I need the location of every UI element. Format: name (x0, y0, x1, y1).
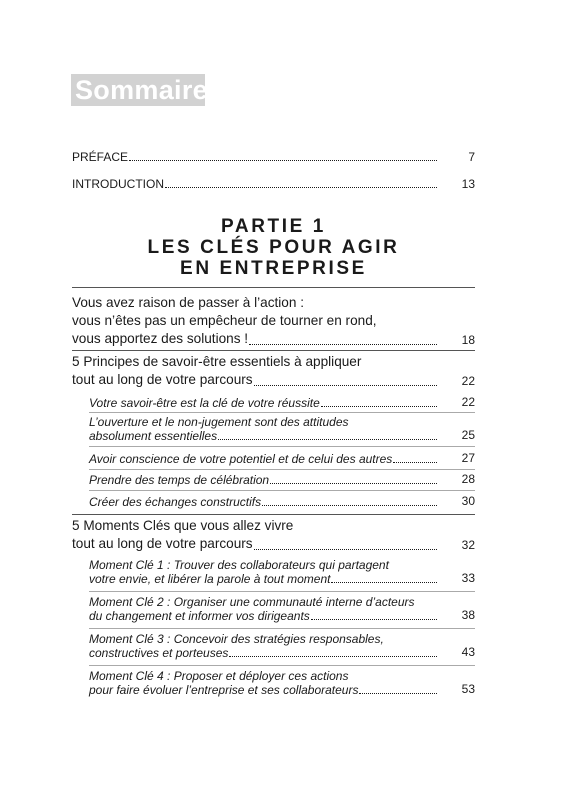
dot-leader (165, 186, 437, 188)
toc-page-number: 28 (461, 472, 475, 486)
toc-page-number: 25 (461, 428, 475, 442)
dot-leader (270, 482, 437, 484)
toc-entry-text: 5 Moments Clés que vous allez vivre (72, 518, 294, 533)
dot-leader (218, 438, 437, 440)
section-divider (72, 514, 475, 515)
toc-entry-text: vous n’êtes pas un empêcheur de tourner en rond, (72, 313, 377, 328)
toc-subentry[interactable] (89, 415, 475, 443)
toc-subentry[interactable] (89, 395, 475, 410)
toc-entry-text: tout au long de votre parcours (72, 372, 253, 387)
toc-subentry[interactable] (89, 494, 475, 509)
toc-entry-preface[interactable] (72, 150, 475, 164)
subentry-divider (89, 665, 475, 666)
dot-leader (249, 343, 437, 345)
dot-leader (229, 655, 437, 657)
subentry-divider (89, 446, 475, 447)
toc-page-number: 7 (468, 150, 475, 164)
toc-entry-text: tout au long de votre parcours (72, 536, 253, 551)
toc-subentry-text: L’ouverture et le non-jugement sont des attitudes (89, 415, 349, 429)
toc-subentry[interactable] (89, 595, 475, 623)
dot-leader (311, 618, 437, 620)
toc-entry-section[interactable] (72, 294, 475, 348)
section-divider (72, 287, 475, 288)
toc-entry-label: PRÉFACE (72, 150, 129, 164)
toc-subentry[interactable] (89, 472, 475, 487)
toc-subentry-text: Moment Clé 2 : Organiser une communauté interne d’acteurs (89, 595, 415, 609)
toc-page-number: 53 (461, 682, 475, 696)
toc-page-number: 38 (461, 608, 475, 622)
part-heading-line: LES CLÉS POUR AGIR (147, 237, 400, 258)
dot-leader (393, 461, 437, 463)
toc-subentry-text: Moment Clé 3 : Concevoir des stratégies responsables, (89, 632, 384, 646)
toc-page-number: 22 (461, 374, 475, 388)
toc-page-number: 13 (461, 177, 475, 191)
toc-subentry[interactable] (89, 669, 475, 697)
toc-entry-text: 5 Principes de savoir-être essentiels à appliquer (72, 354, 362, 369)
dot-leader (262, 504, 437, 506)
toc-page-number: 22 (461, 395, 475, 409)
toc-subentry-text: Votre savoir-être est la clé de votre réussite (89, 396, 320, 410)
toc-entry-introduction[interactable] (72, 177, 475, 191)
toc-subentry-text: Créer des échanges constructifs (89, 495, 262, 509)
toc-entry-section[interactable] (72, 353, 475, 389)
toc-entry-text: Vous avez raison de passer à l’action : (72, 295, 304, 310)
toc-subentry-text: du changement et informer vos dirigeants (89, 609, 310, 623)
dot-leader (129, 159, 437, 161)
part-heading-line: PARTIE 1 (221, 216, 326, 237)
toc-subentry-text: Moment Clé 1 : Trouver des collaborateurs qui partagent (89, 558, 389, 572)
toc-subentry[interactable] (89, 451, 475, 466)
part-heading-line: EN ENTREPRISE (180, 258, 367, 279)
toc-page-number: 33 (461, 571, 475, 585)
toc-subentry-text: Avoir conscience de votre potentiel et de celui des autres (89, 452, 393, 466)
part-heading (72, 216, 475, 279)
toc-subentry-text: absolument essentielles (89, 429, 218, 443)
toc-page-number: 32 (461, 538, 475, 552)
page-title: Sommaire (71, 74, 205, 106)
subentry-divider (89, 628, 475, 629)
toc-subentry[interactable] (89, 558, 475, 586)
dot-leader (331, 581, 437, 583)
toc-subentry-text: constructives et porteuses (89, 646, 229, 660)
dot-leader (254, 548, 437, 550)
subentry-divider (89, 490, 475, 491)
toc-subentry-text: Moment Clé 4 : Proposer et déployer ces actions (89, 669, 349, 683)
toc-entry-label: INTRODUCTION (72, 177, 164, 191)
toc-subentry[interactable] (89, 632, 475, 660)
toc-entry-section[interactable] (72, 517, 475, 553)
dot-leader (254, 384, 437, 386)
toc-entry-text: vous apportez des solutions ! (72, 331, 249, 346)
subentry-divider (89, 412, 475, 413)
toc-subentry-text: votre envie, et libérer la parole à tout moment (89, 572, 331, 586)
dot-leader (321, 405, 437, 407)
subentry-divider (89, 591, 475, 592)
toc-subentry-text: Prendre des temps de célébration (89, 473, 270, 487)
section-divider (72, 350, 475, 351)
toc-subentry-text: pour faire évoluer l’entreprise et ses collaborateurs (89, 683, 359, 697)
toc-page-number: 30 (461, 494, 475, 508)
toc-page-number: 27 (461, 451, 475, 465)
toc-page-number: 43 (461, 645, 475, 659)
toc-page-number: 18 (461, 333, 475, 347)
subentry-divider (89, 469, 475, 470)
dot-leader (359, 692, 437, 694)
